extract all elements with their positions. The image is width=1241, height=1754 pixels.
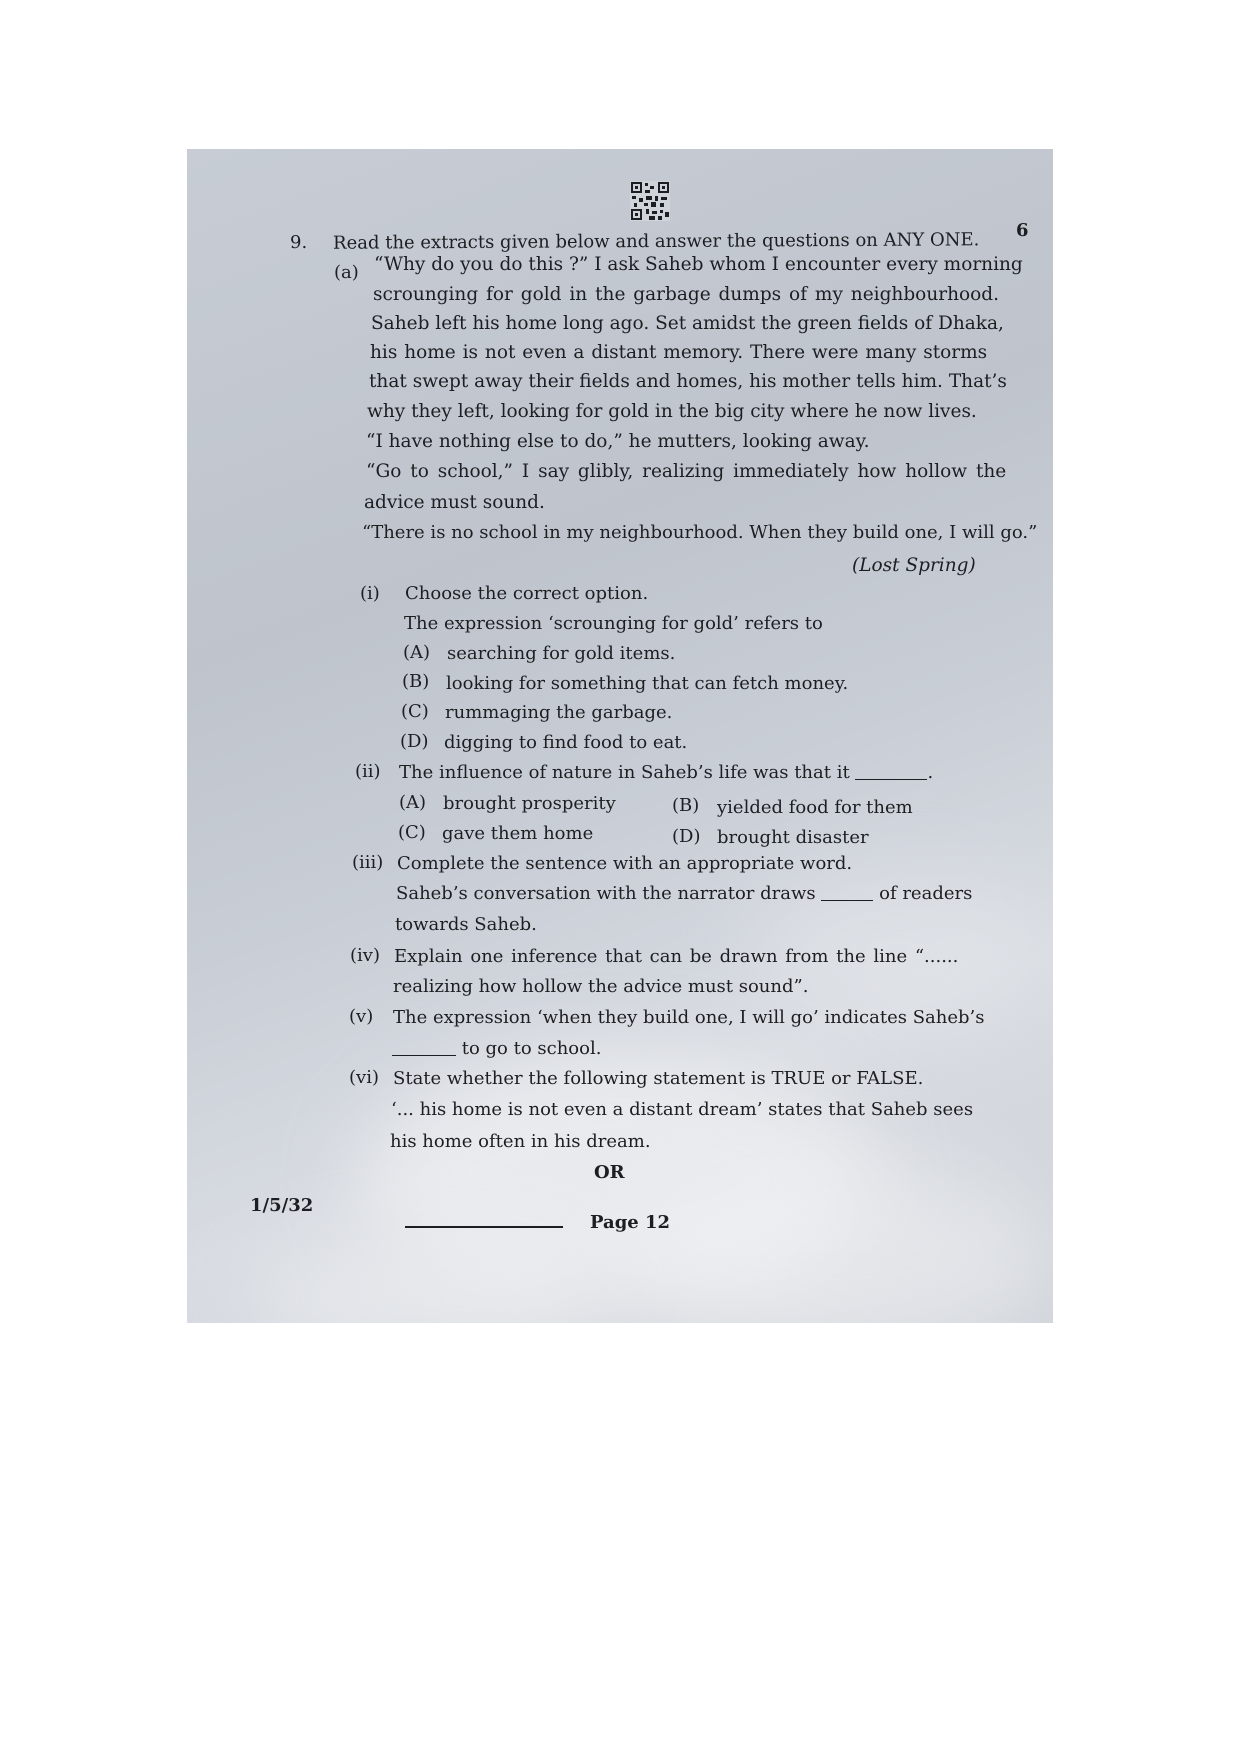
sub-question-text-end: of readers xyxy=(879,883,973,904)
option-text: looking for something that can fetch money. xyxy=(446,673,849,694)
sub-question-text: Explain one inference that can be drawn from the line “...... xyxy=(394,946,959,967)
extract-label: (a) xyxy=(334,262,359,283)
or-separator: OR xyxy=(594,1162,625,1183)
page-number: Page 12 xyxy=(590,1212,671,1233)
sub-question-text xyxy=(392,1040,601,1058)
sub-question-text-start: Saheb’s conversation with the narrator draws xyxy=(396,883,816,904)
question-instruction: Read the extracts given below and answer the questions on ANY ONE. xyxy=(332,229,980,254)
extract-line: “Why do you do this ?” I ask Saheb whom I encounter every morning xyxy=(374,254,1023,275)
sub-question-stem: The influence of nature in Saheb’s life was that it xyxy=(399,762,850,783)
sub-question-number: (ii) xyxy=(355,761,381,782)
question-marks: 6 xyxy=(1016,220,1029,241)
sub-question-number: (i) xyxy=(360,583,380,604)
option-label: (A) xyxy=(403,642,431,663)
sub-question-text-end: to go to school. xyxy=(461,1038,602,1059)
sub-question-text: The expression ‘scrounging for gold’ refers to xyxy=(404,613,823,634)
paper-code: 1/5/32 xyxy=(250,1195,314,1216)
option-label: (D) xyxy=(400,731,429,752)
answer-blank xyxy=(821,900,873,901)
option-label: (B) xyxy=(672,795,700,816)
sub-question-text xyxy=(396,885,972,903)
sub-question-text: The expression ‘when they build one, I will go’ indicates Saheb’s xyxy=(393,1007,985,1028)
option-text: gave them home xyxy=(442,823,594,844)
option-label: (C) xyxy=(398,822,426,843)
answer-blank xyxy=(392,1055,456,1056)
sub-question-number: (v) xyxy=(349,1006,374,1027)
sub-question-text xyxy=(399,764,933,782)
answer-blank xyxy=(855,779,927,780)
extract-line: why they left, looking for gold in the big city where he now lives. xyxy=(367,401,977,422)
sub-question-stem-end: . xyxy=(927,762,934,783)
option-label: (B) xyxy=(402,671,430,692)
sub-question-text: State whether the following statement is TRUE or FALSE. xyxy=(393,1068,924,1089)
footer-rule xyxy=(405,1226,563,1228)
sub-question-text: Complete the sentence with an appropriate word. xyxy=(397,853,853,874)
sub-question-number: (vi) xyxy=(349,1067,379,1088)
option-label: (A) xyxy=(399,792,427,813)
extract-line: scrounging for gold in the garbage dumps of my neighbourhood. xyxy=(373,284,999,305)
sub-question-number: (iii) xyxy=(352,852,384,873)
option-text: digging to find food to eat. xyxy=(444,732,688,753)
extract-line: Saheb left his home long ago. Set amidst the green fields of Dhaka, xyxy=(371,313,1004,334)
sub-question-number: (iv) xyxy=(350,945,380,966)
extract-line: “Go to school,” I say glibly, realizing immediately how hollow the xyxy=(366,461,1007,482)
extract-source: (Lost Spring) xyxy=(852,555,976,576)
option-text: rummaging the garbage. xyxy=(445,702,673,723)
option-text: brought disaster xyxy=(717,827,869,848)
extract-line: “I have nothing else to do,” he mutters, looking away. xyxy=(366,431,870,452)
option-text: searching for gold items. xyxy=(447,643,676,664)
sub-question-text: his home often in his dream. xyxy=(390,1131,651,1152)
option-text: brought prosperity xyxy=(443,793,616,814)
extract-line: advice must sound. xyxy=(364,492,545,513)
extract-line: “There is no school in my neighbourhood. When they build one, I will go.” xyxy=(362,522,1038,543)
extract-line: that swept away their fields and homes, his mother tells him. That’s xyxy=(369,371,1007,392)
question-number: 9. xyxy=(290,232,308,253)
sub-question-text: ‘... his home is not even a distant dream’ states that Saheb sees xyxy=(391,1099,974,1120)
extract-line: his home is not even a distant memory. There were many storms xyxy=(370,342,988,363)
sub-question-text: realizing how hollow the advice must sound”. xyxy=(393,976,809,997)
option-text: yielded food for them xyxy=(717,797,913,818)
option-label: (D) xyxy=(672,826,701,847)
sub-question-text: Choose the correct option. xyxy=(405,583,649,604)
sub-question-text: towards Saheb. xyxy=(395,914,537,935)
option-label: (C) xyxy=(401,701,429,722)
qr-code-icon xyxy=(630,181,670,221)
